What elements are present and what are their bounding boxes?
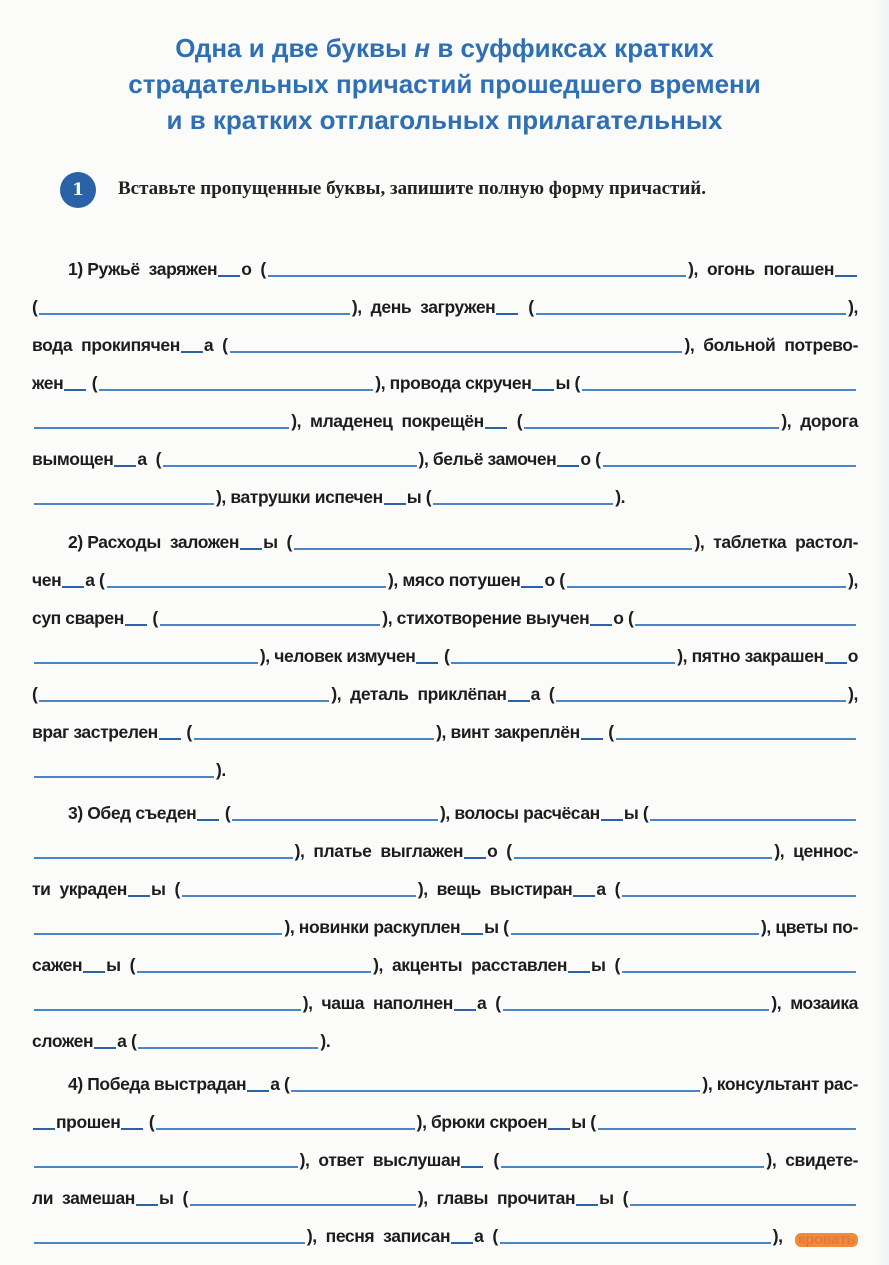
exercise-text: ( [144,1112,155,1132]
exercise-text: а ( [117,1031,137,1051]
missing-letter-gap[interactable] [461,1165,483,1168]
exercise-text: ), бельё замочен [418,449,557,469]
exercise-text: ), новинки раскуплен [284,917,461,937]
missing-letter-gap[interactable] [247,1089,269,1092]
exercise-text: ), мозаика [771,993,859,1013]
answer-blank-line[interactable] [34,661,258,664]
missing-letter-gap[interactable] [835,274,857,277]
answer-blank-line[interactable] [294,547,692,550]
exercise-text: ), младенец покрещён [291,411,484,431]
exercise-line [32,597,858,635]
exercise-text: а ( [85,570,105,590]
exercise-line [32,1215,858,1253]
exercise-text: ти украден [32,879,127,899]
answer-blank-line[interactable] [503,1008,770,1011]
answer-blank-line[interactable] [194,737,434,740]
answer-blank-line[interactable] [501,1165,765,1168]
exercise-text: 1) Ружьё заряжен [68,259,218,279]
missing-letter-gap[interactable] [83,970,105,973]
answer-blank-line[interactable] [99,388,373,391]
task-header [60,172,859,206]
exercise-text: ), стихотворение выучен [382,608,590,628]
exercise-text: ), [848,297,859,317]
exercise-text: ). [320,1031,331,1051]
exercise-line [32,400,858,438]
exercise-text: ), человек измучен [259,646,416,666]
exercise-text: ы ( [150,879,180,899]
exercise-text: ), консультант рас- [702,1074,858,1094]
exercise-text: ), акценты расставлен [373,955,568,975]
exercise-text: ), платье выглажен [294,841,464,861]
answer-blank-line[interactable] [156,1127,414,1130]
exercise-line [32,521,858,559]
answer-blank-line[interactable] [163,464,416,467]
title-text: Одна и две буквы [175,33,415,63]
missing-letter-gap[interactable] [521,585,543,588]
answer-blank-line[interactable] [34,426,289,429]
exercise-text: ), [848,684,859,704]
exercise-text: а ( [203,335,228,355]
title-line-2: страдательных причастий прошедшего времени [128,69,761,99]
exercise-text: ), вещь выстиран [417,879,573,899]
exercise-text: 2) Расходы заложен [68,532,240,552]
exercise-text: сложен [32,1031,94,1051]
missing-letter-gap[interactable] [576,1203,598,1206]
answer-blank-line[interactable] [616,737,856,740]
exercise-text: ), мясо потушен [387,570,521,590]
exercise-text: а ( [474,1226,498,1246]
answer-blank-line[interactable] [291,1089,700,1092]
missing-letter-gap[interactable] [825,661,847,664]
exercise-text: ( [484,1150,499,1170]
missing-letter-gap[interactable] [532,388,554,391]
missing-letter-gap[interactable] [136,1203,158,1206]
exercise-text: ( [147,608,158,628]
answer-blank-line[interactable] [622,894,856,897]
answer-blank-line[interactable] [34,1165,298,1168]
exercise-line [32,362,858,400]
exercise-text: вымощен [32,449,114,469]
exercise-line [32,324,858,362]
answer-blank-line[interactable] [598,1127,856,1130]
answer-blank-line[interactable] [182,894,416,897]
exercise-line [32,792,858,830]
missing-letter-gap[interactable] [573,894,595,897]
exercise-text: враг застрелен [32,722,158,742]
exercise-text: ы ( [555,373,580,393]
missing-letter-gap[interactable] [581,737,603,740]
exercise-text: жен [32,373,64,393]
exercise-text: чен [32,570,62,590]
exercise-text: а ( [530,684,555,704]
title-italic-letter: н [414,33,431,63]
exercise-text: ( [32,297,38,317]
exercise-text: а ( [270,1074,290,1094]
exercise-line [32,944,858,982]
exercise-text: ), [772,1226,788,1246]
exercise-text: 4) Победа выстрадан [68,1074,247,1094]
exercise-text: ), больной потрево- [684,335,858,355]
missing-letter-gap[interactable] [240,547,262,550]
exercise-text: ( [603,722,614,742]
exercise-text: ы ( [263,532,292,552]
answer-blank-line[interactable] [650,818,856,821]
exercise-text: о [847,646,859,666]
missing-letter-gap[interactable] [121,1127,143,1130]
missing-letter-gap[interactable] [218,274,240,277]
missing-letter-gap[interactable] [181,350,203,353]
exercise-text: ), деталь приклёпан [331,684,507,704]
exercise-line [32,982,858,1020]
exercise-line [32,1020,858,1058]
missing-letter-gap[interactable] [601,818,623,821]
exercise-text: 3) Обед съеден [68,803,197,823]
exercise-text: ), чаша наполнен [302,993,453,1013]
missing-letter-gap[interactable] [64,388,86,391]
answer-blank-line[interactable] [34,856,293,859]
exercise-paragraph-1 [32,248,858,514]
page-title [30,30,859,138]
task-number-badge: 1 [60,172,96,208]
missing-letter-gap[interactable] [159,737,181,740]
exercise-text: ), день загружен [351,297,496,317]
answer-blank-line[interactable] [500,1241,771,1244]
page-edge [875,0,889,1265]
exercise-line [32,830,858,868]
missing-letter-gap[interactable] [485,426,507,429]
missing-letter-gap[interactable] [464,856,486,859]
exercise-text: ( [181,722,192,742]
exercise-text: ), свидете- [766,1150,858,1170]
exercise-text: ( [507,411,523,431]
answer-blank-line[interactable] [138,1046,318,1049]
exercise-text: ), пятно закрашен [677,646,824,666]
exercise-text: а ( [596,879,621,899]
exercise-text: о ( [487,841,512,861]
missing-letter-gap[interactable] [508,699,530,702]
missing-letter-gap[interactable] [590,623,612,626]
answer-blank-line[interactable] [160,623,381,626]
exercise-line [32,438,858,476]
missing-letter-gap[interactable] [454,1008,476,1011]
answer-blank-line[interactable] [268,274,686,277]
missing-letter-gap[interactable] [557,464,579,467]
exercise-paragraph-2 [32,521,858,787]
exercise-text: прошен [56,1112,121,1132]
answer-blank-line[interactable] [582,388,856,391]
answer-blank-line[interactable] [34,775,214,778]
exercise-line [32,906,858,944]
answer-blank-line[interactable] [451,661,675,664]
title-text: в суффиксах кратких [430,33,714,63]
answer-blank-line[interactable] [137,970,371,973]
exercise-text: ), огонь погашен [688,259,834,279]
title-line-3: и в кратких отглагольных прилагательных [166,105,723,135]
answer-blank-line[interactable] [433,502,613,505]
answer-blank-line[interactable] [567,585,846,588]
exercise-text: а ( [137,449,162,469]
answer-blank-line[interactable] [556,699,846,702]
exercise-line [32,635,858,673]
answer-blank-line[interactable] [630,1203,856,1206]
exercise-line [32,711,858,749]
answer-blank-line[interactable] [622,970,856,973]
exercise-line [32,673,858,711]
answer-blank-line[interactable] [39,312,349,315]
missing-letter-gap[interactable] [568,970,590,973]
exercise-text: ы ( [571,1112,596,1132]
exercise-text: ), ценнос- [774,841,858,861]
exercise-text: ( [87,373,98,393]
exercise-text: ). [216,760,226,780]
exercise-line [32,868,858,906]
missing-letter-gap[interactable] [94,1046,116,1049]
exercise-text: ы ( [106,955,136,975]
exercise-text: сажен [32,955,83,975]
exercise-text: ), [848,570,858,590]
exercise-text: ( [519,297,534,317]
answer-blank-line[interactable] [190,1203,416,1206]
exercise-text: ), винт закреплён [436,722,580,742]
exercise-line [32,749,858,787]
exercise-text: ы ( [484,917,509,937]
answer-blank-line[interactable] [524,426,779,429]
exercise-text: ы ( [158,1188,188,1208]
exercise-text: ( [32,684,38,704]
answer-blank-line[interactable] [514,856,773,859]
exercise-text: ы ( [599,1188,629,1208]
answer-blank-line[interactable] [107,585,386,588]
missing-letter-gap[interactable] [451,1241,473,1244]
answer-blank-line[interactable] [34,932,282,935]
exercise-text: ( [439,646,450,666]
missing-letter-gap[interactable] [114,464,136,467]
answer-blank-line[interactable] [230,350,683,353]
exercise-text: ), ответ выслушан [299,1150,461,1170]
exercise-text: ы ( [623,803,649,823]
missing-letter-gap[interactable] [384,502,406,505]
exercise-line [32,1139,858,1177]
exercise-text: ), главы прочитан [417,1188,576,1208]
exercise-text: ), цветы по- [761,917,859,937]
exercise-line [32,476,858,514]
exercise-line [32,559,858,597]
answer-blank-line[interactable] [536,312,846,315]
missing-letter-gap[interactable] [461,932,483,935]
exercise-line [32,1177,858,1215]
missing-letter-gap[interactable] [33,1127,55,1130]
exercise-text: ), таблетка растол- [694,532,858,552]
exercise-text: ( [220,803,231,823]
task-instruction: Вставьте пропущенные буквы, запишите полную форму причастий. [118,178,706,199]
exercise-paragraph-4 [32,1063,858,1253]
answer-blank-line[interactable] [603,464,856,467]
exercise-text: ы ( [591,955,620,975]
answer-blank-line[interactable] [511,932,759,935]
exercise-line [32,1101,858,1139]
exercise-text: вода прокипячен [32,335,180,355]
exercise-text: ), ватрушки испечен [216,487,383,507]
exercise-text: ), волосы расчёсан [439,803,600,823]
title-line-1 [30,30,859,66]
exercise-line [32,286,858,324]
exercise-text: ), провода скручен [375,373,532,393]
missing-letter-gap[interactable] [62,585,84,588]
answer-blank-line[interactable] [635,623,856,626]
missing-letter-gap[interactable] [416,661,438,664]
missing-letter-gap[interactable] [197,818,219,821]
exercise-line [32,1063,858,1101]
missing-letter-gap[interactable] [548,1127,570,1130]
exercise-text: ли замешан [32,1188,135,1208]
exercise-text: о ( [544,570,565,590]
answer-blank-line[interactable] [34,502,214,505]
missing-letter-gap[interactable] [125,623,147,626]
exercise-text: ), брюки скроен [416,1112,548,1132]
exercise-text: ы ( [406,487,432,507]
exercise-text: о ( [241,259,266,279]
exercise-text: суп сварен [32,608,124,628]
exercise-text: ), дорога [781,411,858,431]
exercise-text: о ( [580,449,601,469]
answer-blank-line[interactable] [232,818,438,821]
answer-blank-line[interactable] [34,1241,305,1244]
exercise-text: о ( [613,608,634,628]
exercise-text: ). [615,487,626,507]
highlighted-word: кровать [795,1233,858,1247]
exercise-text: ), песня записан [306,1226,451,1246]
answer-blank-line[interactable] [39,699,329,702]
exercise-text: а ( [476,993,501,1013]
exercise-paragraph-3 [32,792,858,1058]
answer-blank-line[interactable] [34,1008,301,1011]
exercise-line [32,248,858,286]
missing-letter-gap[interactable] [128,894,150,897]
missing-letter-gap[interactable] [496,312,518,315]
